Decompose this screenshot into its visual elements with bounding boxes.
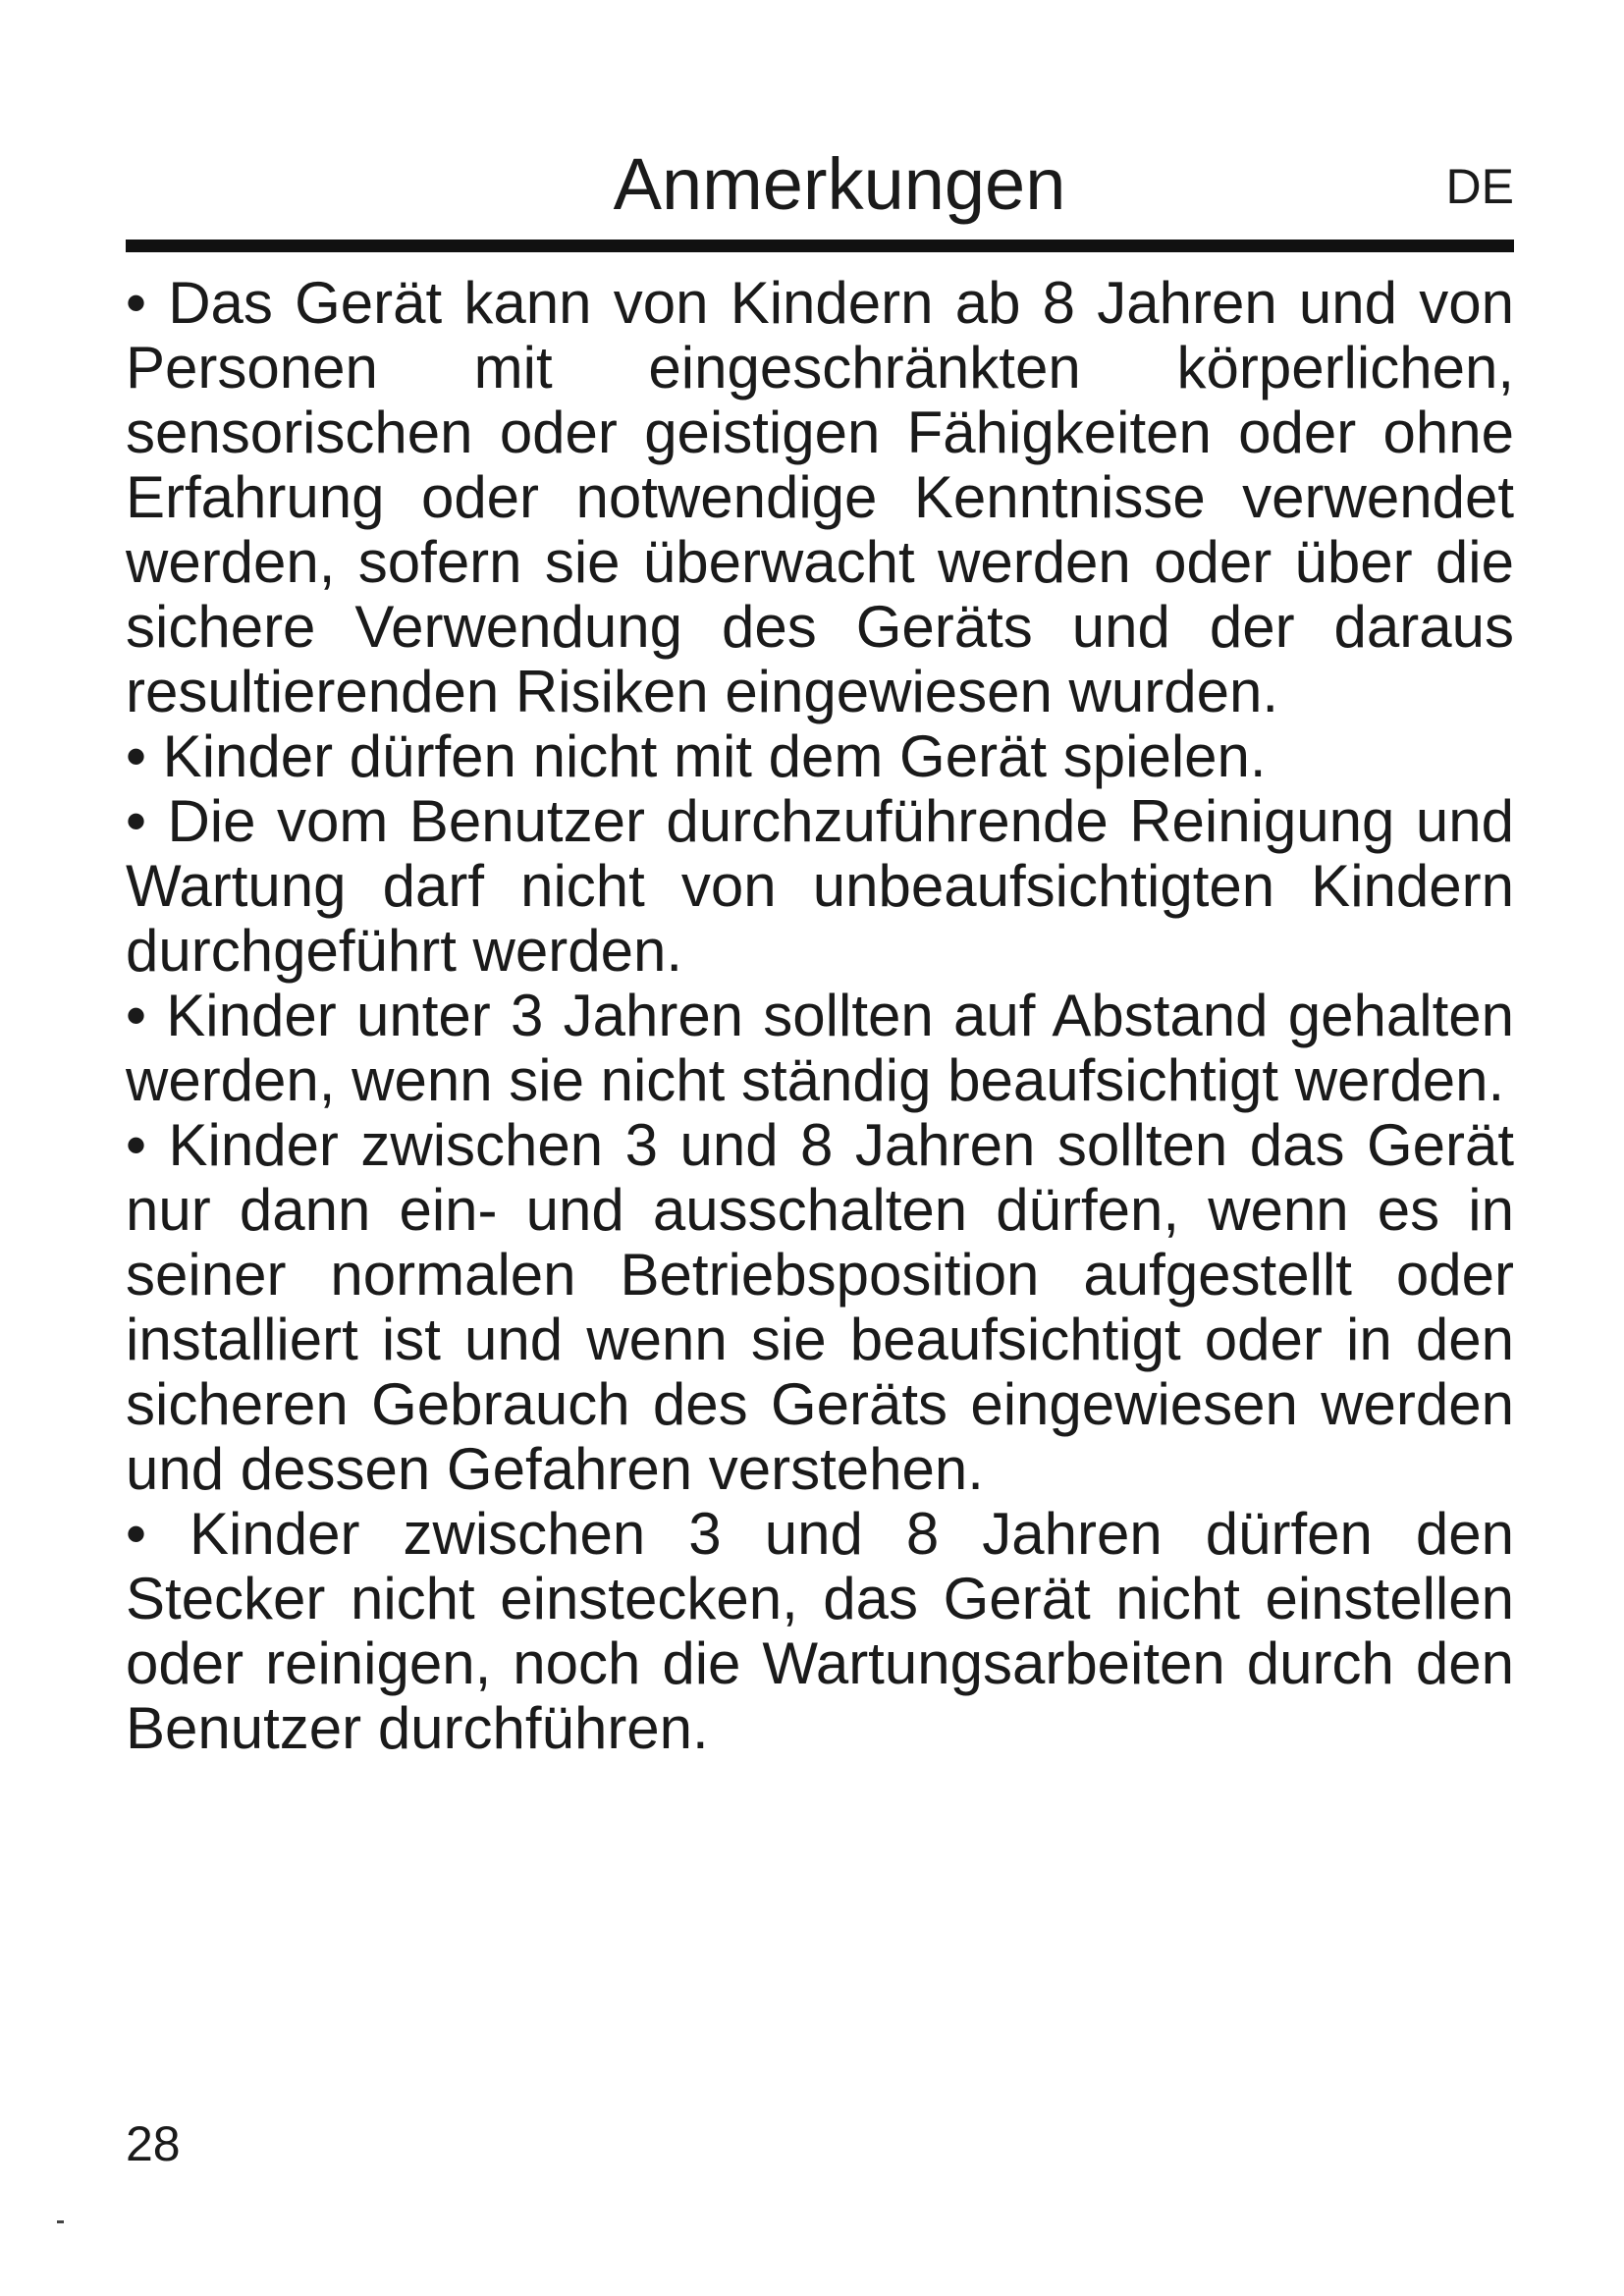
- notes-body: [126, 271, 1514, 1761]
- note-paragraph: • Das Gerät kann von Kindern ab 8 Jahren und von Personen mit eingeschränkten körperlichen, sensorischen oder geistigen Fähigkeiten oder ohne Erfahrung oder notwendige Kenntnisse verwendet werden, sofern sie überwacht werden oder über die sichere Verwendung des Geräts und der daraus resultierenden Risiken eingewiesen wurden.: [126, 270, 1514, 724]
- page-number: 28: [126, 2116, 181, 2171]
- page-header: [126, 137, 1514, 236]
- note-paragraph: • Kinder zwischen 3 und 8 Jahren dürfen den Stecker nicht einstecken, das Gerät nicht einstellen oder reinigen, noch die Wartungsarbeiten durch den Benutzer durchführen.: [126, 1501, 1514, 1761]
- print-mark: [57, 2220, 64, 2223]
- note-paragraph: • Die vom Benutzer durchzuführende Reinigung und Wartung darf nicht von unbeaufsichtigten Kindern durchgeführt werden.: [126, 788, 1514, 984]
- note-paragraph: • Kinder dürfen nicht mit dem Gerät spielen.: [126, 723, 1267, 789]
- note-paragraph: • Kinder unter 3 Jahren sollten auf Abstand gehalten werden, wenn sie nicht ständig beaufsichtigt werden.: [126, 983, 1514, 1113]
- header-divider: [126, 240, 1514, 252]
- note-paragraph: • Kinder zwischen 3 und 8 Jahren sollten das Gerät nur dann ein- und ausschalten dürfen, wenn es in seiner normalen Betriebsposition aufgestellt oder installiert ist und wenn sie beaufsichtigt oder in den sicheren Gebrauch des Geräts eingewiesen werden und dessen Gefahren verstehen.: [126, 1112, 1514, 1502]
- language-code: DE: [1445, 159, 1514, 214]
- page-title: Anmerkungen: [613, 143, 1066, 225]
